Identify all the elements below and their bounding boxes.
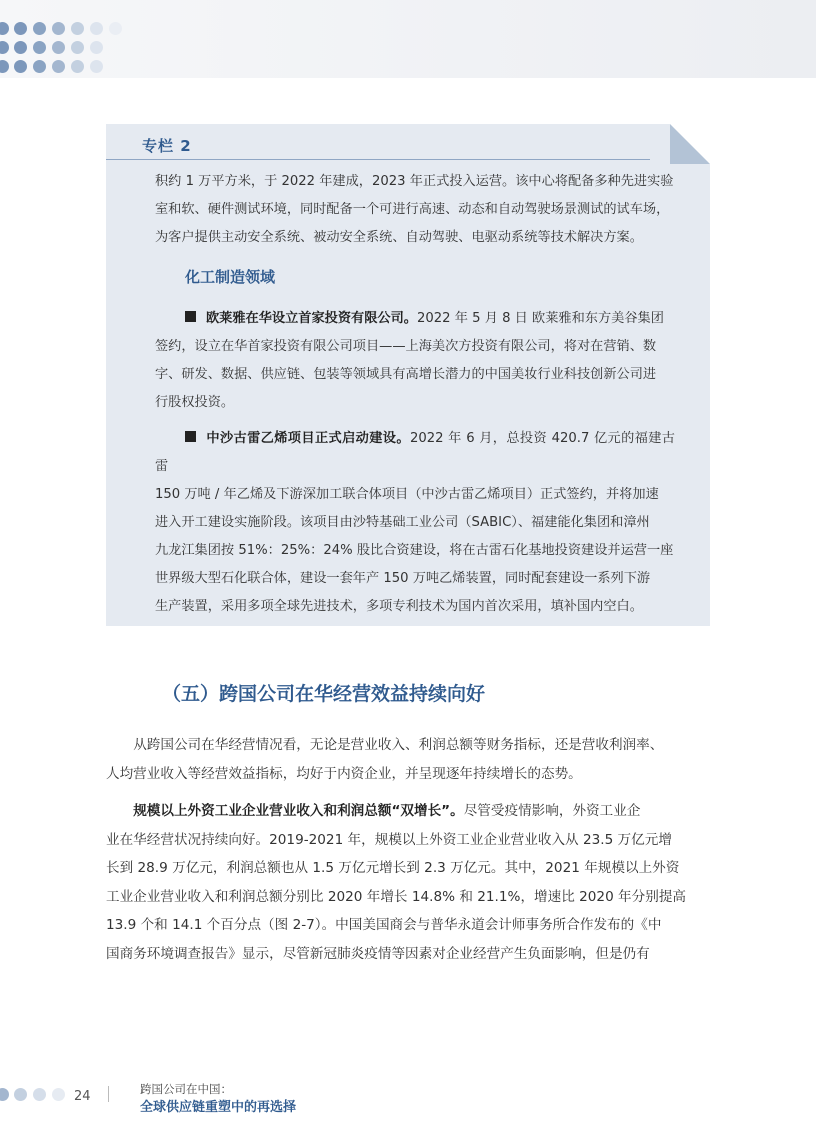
text-line: 2022 年 5 月 8 日 欧莱雅和东方美谷集团 (417, 311, 664, 326)
square-bullet-icon (185, 311, 196, 322)
item-lead: 欧莱雅在华设立首家投资有限公司。 (206, 311, 417, 326)
column-intro-paragraph (155, 168, 675, 252)
text-line: 150 万吨 / 年乙烯及下游深加工联合体项目（中沙古雷乙烯项目）正式签约，并将加速 (155, 487, 659, 502)
text-line: 尽管受疫情影响，外资工业企 (463, 803, 641, 819)
column-title: 专栏 2 (142, 137, 192, 155)
text-line: 签约，设立在华首家投资有限公司项目——上海美次方投资有限公司，将对在营销、数 (155, 339, 657, 354)
text-line: 从跨国公司在华经营情况看，无论是营业收入、利润总额等财务指标，还是营收利润率、 (133, 737, 664, 753)
paragraph-lead: 规模以上外资工业企业营业收入和利润总额“双增长”。 (133, 803, 464, 819)
text-line: 为客户提供主动安全系统、被动安全系统、自动驾驶、电驱动系统等技术解决方案。 (155, 230, 643, 245)
text-line: 13.9 个和 14.1 个百分点（图 2-7）。中国美国商会与普华永道会计师事务所合作发布的《中 (106, 917, 662, 933)
text-line: 生产装置，采用多项全球先进技术，多项专利技术为国内首次采用，填补国内空白。 (155, 599, 643, 614)
square-bullet-icon (185, 431, 196, 442)
page-number: 24 (74, 1089, 91, 1104)
column-item-loreal (155, 305, 675, 417)
top-decor-band (0, 0, 816, 78)
item-lead: 中沙古雷乙烯项目正式启动建设。 (206, 431, 410, 446)
column-item-gulei (155, 425, 675, 621)
column-title-rule (106, 159, 650, 160)
text-line: 积约 1 万平方米，于 2022 年建成，2023 年正式投入运营。该中心将配备多种先进实验 (155, 174, 674, 189)
column-subheading: 化工制造领域 (185, 268, 276, 286)
footer-report-title: 跨国公司在中国： (140, 1082, 232, 1096)
text-line: 人均营业收入等经营效益指标，均好于内资企业，并呈现逐年持续增长的态势。 (106, 765, 582, 782)
footer-divider (108, 1086, 109, 1102)
text-line: 世界级大型石化联合体，建设一套年产 150 万吨乙烯装置，同时配套建设一系列下游 (155, 571, 651, 586)
text-line: 进入开工建设实施阶段。该项目由沙特基础工业公司（SABIC）、福建能化集团和漳州 (155, 515, 650, 530)
footer-report-subtitle: 全球供应链重塑中的再选择 (140, 1100, 297, 1115)
text-line: 业在华经营状况持续向好。2019-2021 年，规模以上外资工业企业营业收入从 23.5 万亿元增 (106, 831, 672, 848)
text-line: 工业企业营业收入和利润总额分别比 2020 年增长 14.8% 和 21.1%，增速比 2020 年分别提高 (106, 888, 687, 905)
text-line: 室和软、硬件测试环境，同时配备一个可进行高速、动态和自动驾驶场景测试的试车场， (155, 202, 670, 217)
corner-fold-icon (670, 124, 710, 164)
text-line: 2022 年 6 月，总投资 420.7 亿元的福建古雷 (155, 431, 675, 474)
section-heading: （五）跨国公司在华经营效益持续向好 (162, 683, 486, 705)
body-paragraph-1 (106, 731, 710, 788)
text-line: 九龙江集团按 51%：25%：24% 股比合资建设，将在古雷石化基地投资建设并运营一座 (155, 543, 674, 558)
body-paragraph-2 (106, 797, 710, 968)
text-line: 长到 28.9 万亿元，利润总额也从 1.5 万亿元增长到 2.3 万亿元。其中，2021 年规模以上外资 (106, 860, 680, 876)
text-line: 字、研发、数据、供应链、包装等领域具有高增长潜力的中国美妆行业科技创新公司进 (155, 367, 657, 382)
text-line: 行股权投资。 (155, 395, 235, 410)
text-line: 国商务环境调查报告》显示，尽管新冠肺炎疫情等因素对企业经营产生负面影响，但是仍有 (106, 945, 650, 962)
